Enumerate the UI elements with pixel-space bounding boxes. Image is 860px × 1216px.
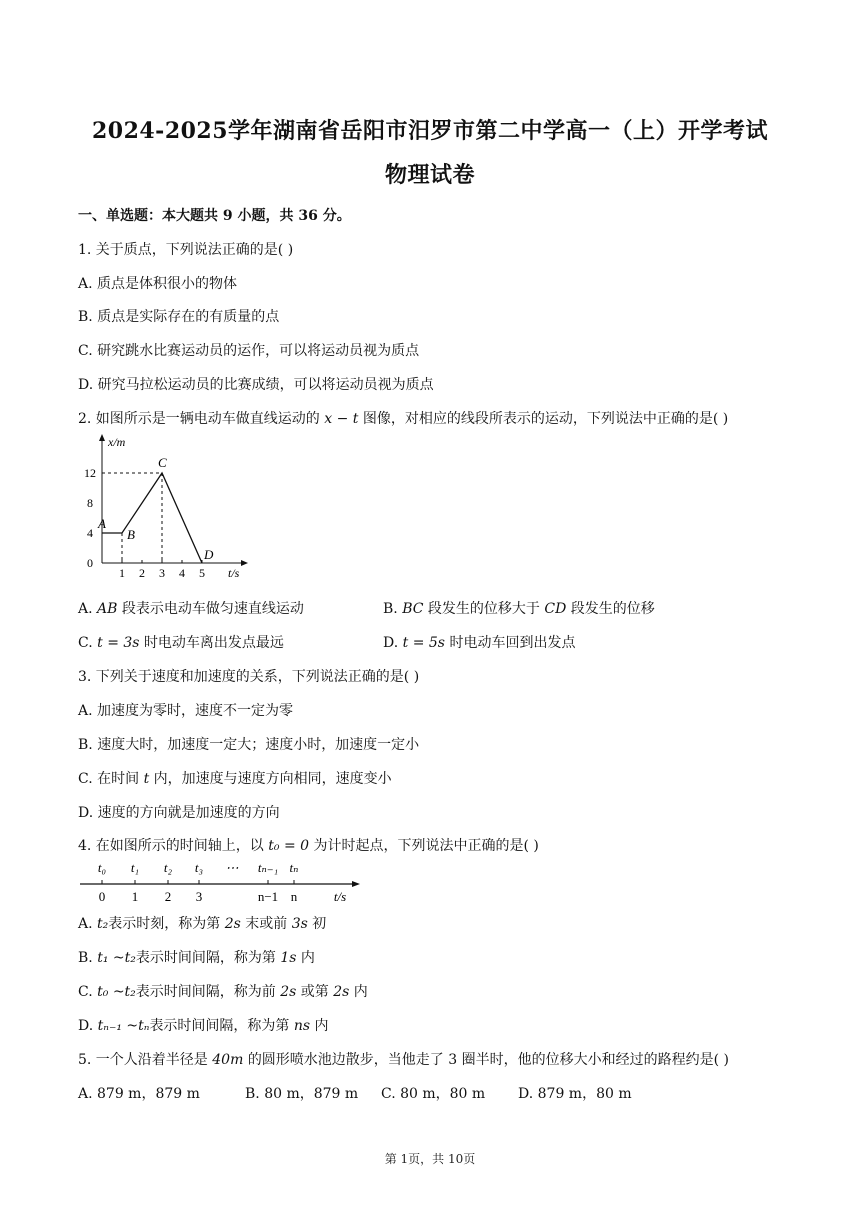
x-axis-label: t/s [228,566,240,580]
position-axis-arrow [99,434,105,441]
y-tick-label: 4 [87,526,93,540]
timeline-arrow [352,881,360,887]
q3-option-d: D. 速度的方向就是加速度的方向 [78,805,280,821]
q5-stem: 5. 一个人沿着半径是 40m 的圆形喷水池边散步，当他走了 3 圈半时，他的位移大小和经过的路程约是( ) [78,1052,729,1068]
q5-option-c: C. 80 m，80 m [381,1086,486,1102]
point-label-a: A [98,516,106,531]
point-label-b: B [127,527,135,542]
timeline-unit: t/s [333,889,347,904]
xt-line [102,473,202,563]
q2-option-c: C. t = 3s 时电动车离出发点最远 [78,635,284,651]
xt-graph [78,430,258,582]
point-label-d: D [204,547,214,562]
q1-option-a: A. 质点是体积很小的物体 [78,276,238,292]
x-tick-label: 2 [139,566,145,580]
y-tick-label: 0 [87,556,93,570]
q5-option-d: D. 879 m，80 m [518,1086,632,1102]
q3-stem: 3. 下列关于速度和加速度的关系，下列说法正确的是( ) [78,669,420,685]
timeline-bottom-label: n [290,889,298,904]
q5-option-b: B. 80 m，879 m [245,1086,359,1102]
page-footer: 第 1页，共 10页 [384,1152,476,1166]
q3-option-b: B. 速度大时，加速度一定大；速度小时，加速度一定小 [78,737,420,753]
q4-option-b: B. t₁ ~t₂表示时间间隔，称为第 1s 内 [78,950,315,966]
timeline-top-label: t₀ [97,860,107,875]
timeline-top-label: t₃ [194,860,204,875]
time-axis [78,856,368,906]
y-tick-label: 12 [84,466,96,480]
exam-title: 2024-2025学年湖南省岳阳市汨罗市第二中学高一（上）开学考试 [91,118,769,144]
q4-option-d: D. tₙ₋₁ ~tₙ表示时间间隔，称为第 ns 内 [78,1018,329,1034]
q4-option-c: C. t₀ ~t₂表示时间间隔，称为前 2s 或第 2s 内 [78,984,368,1000]
x-tick-label: 4 [179,566,185,580]
q2-option-b: B. BC 段发生的位移大于 CD 段发生的位移 [383,601,655,617]
q1-option-c: C. 研究跳水比赛运动员的运作，可以将运动员视为质点 [78,343,420,359]
timeline-top-label: t₁ [130,860,140,875]
timeline-bottom-label: n−1 [257,889,279,904]
x-tick-label: 3 [159,566,165,580]
timeline-bottom-label: 3 [195,889,203,904]
timeline-bottom-label: 2 [164,889,172,904]
section-heading: 一、单选题：本大题共 9 小题，共 36 分。 [78,208,351,224]
q5-option-a: A. 879 m，879 m [78,1086,200,1102]
q1-option-d: D. 研究马拉松运动员的比赛成绩，可以将运动员视为质点 [78,377,434,393]
q4-stem: 4. 在如图所示的时间轴上，以 t₀ = 0 为计时起点，下列说法中正确的是( ) [78,838,539,854]
timeline-top-label: t₂ [163,860,173,875]
q2-option-a: A. AB 段表示电动车做匀速直线运动 [78,601,304,617]
q1-stem: 1. 关于质点，下列说法正确的是( ) [78,242,294,258]
q2-stem-a: 2. 如图所示是一辆电动车做直线运动的 [78,411,320,427]
exam-subtitle: 物理试卷 [384,162,475,188]
q2-option-d: D. t = 5s 时电动车回到出发点 [383,635,576,651]
q2-stem-b: 图像，对相应的线段所表示的运动，下列说法中正确的是( ) [362,411,729,427]
timeline-bottom-label: 1 [131,889,139,904]
x-tick-label: 1 [119,566,125,580]
time-axis-arrow [241,560,248,566]
timeline-bottom-label: 0 [98,889,106,904]
timeline-top-label: tₙ [289,860,299,875]
point-label-c: C [158,455,167,470]
x-tick-label: 5 [199,566,205,580]
q3-option-a: A. 加速度为零时，速度不一定为零 [78,703,294,719]
q1-option-b: B. 质点是实际存在的有质量的点 [78,309,280,325]
q4-option-a: A. t₂表示时刻，称为第 2s 末或前 3s 初 [78,916,327,932]
q3-option-c: C. 在时间 t 内，加速度与速度方向相同，速度变小 [78,771,392,787]
timeline-top-label: tₙ₋₁ [257,860,279,875]
timeline-top-label: ⋯ [225,860,239,875]
y-tick-label: 8 [87,496,93,510]
q2-stem-math: x − t [324,411,359,427]
y-axis-label: x/m [108,435,126,449]
q2-stem [78,408,728,428]
